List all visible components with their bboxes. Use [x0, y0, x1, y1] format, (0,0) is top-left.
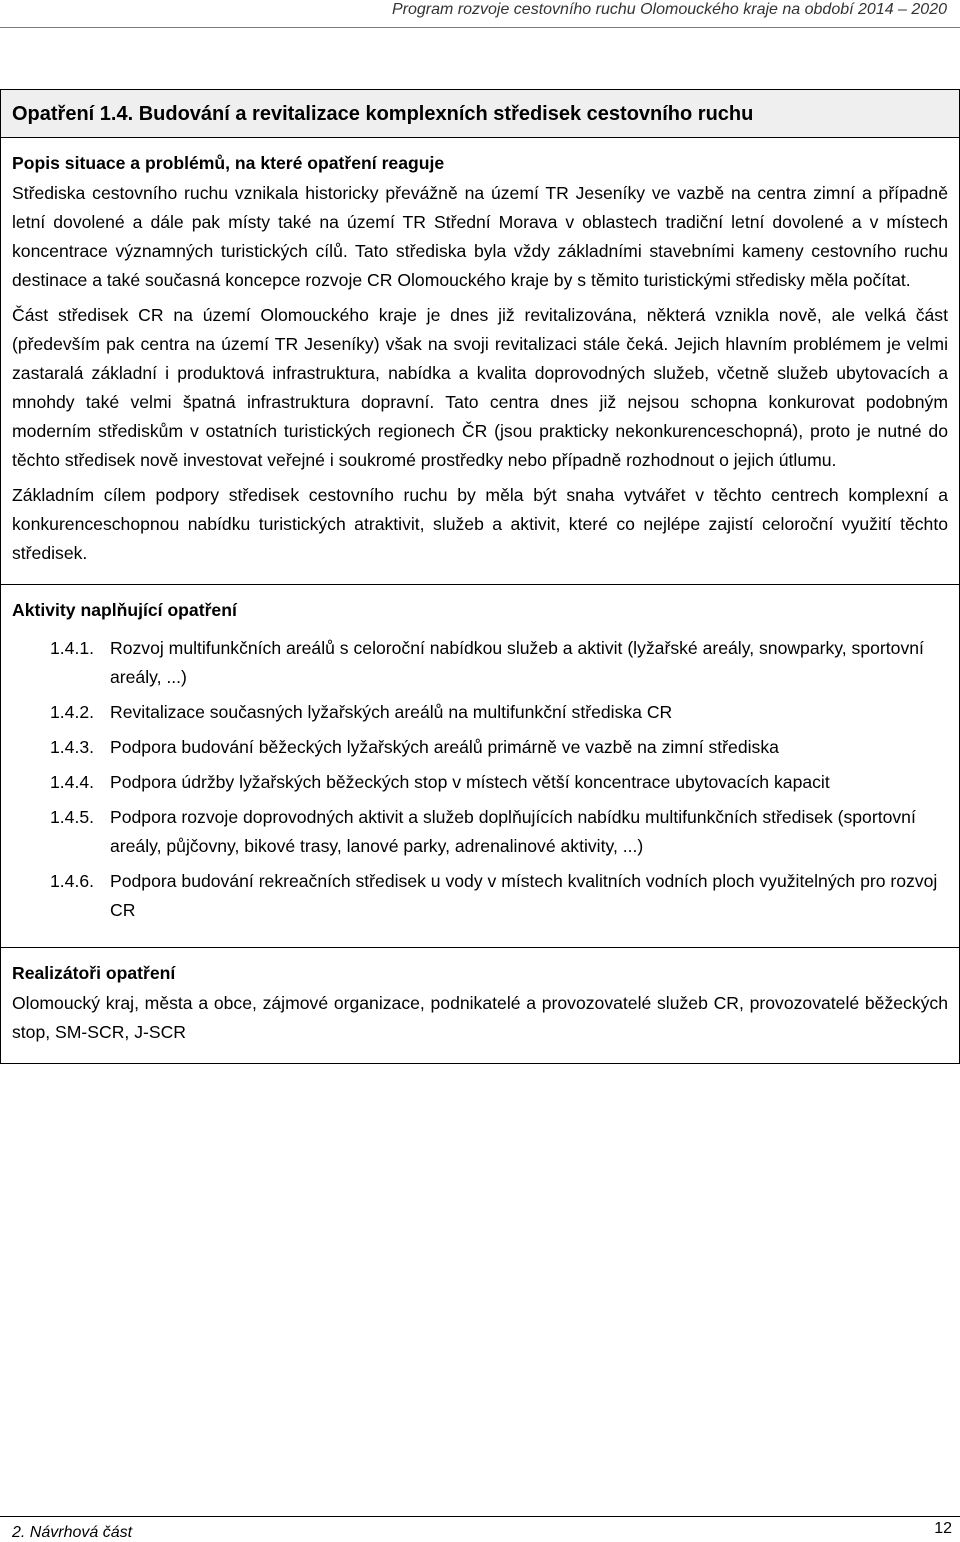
list-item — [12, 867, 948, 925]
situation-paragraph-3: Základním cílem podpory středisek cestovního ruchu by měla být snaha vytvářet v těchto centrech komplexní a konkurenceschopnou nabídku turistických atraktivit, služeb a aktivit, které co nejlépe zajistí celoroční využití těchto středisek. — [12, 485, 948, 563]
header-rule — [0, 27, 960, 28]
activity-text: Revitalizace současných lyžařských areálů na multifunkční střediska CR — [110, 702, 673, 722]
situation-heading: Popis situace a problémů, na které opatření reaguje — [12, 153, 445, 173]
measure-title: Opatření 1.4. Budování a revitalizace komplexních středisek cestovního ruchu — [1, 90, 959, 138]
activity-text: Podpora údržby lyžařských běžeckých stop v místech větší koncentrace ubytovacích kapacit — [110, 772, 830, 792]
situation-paragraph-1: Střediska cestovního ruchu vznikala historicky převážně na území TR Jeseníky ve vazbě na centra zimní a případně letní dovolené a dále pak místy také na území TR Střední Morava v oblastech tradiční letní dovolené a v místech koncentrace významných turistických cílů. Tato střediska byla vždy základními stavebními kameny cestovního ruchu destinace a také současná koncepce rozvoje CR Olomouckého kraje by s těmito turistickými středisky měla počítat. — [12, 183, 948, 290]
activity-number: 1.4.5. — [50, 807, 95, 827]
footer-rule — [0, 1516, 960, 1517]
activity-text: Podpora budování rekreačních středisek u vody v místech kvalitních vodních ploch využitelných pro rozvoj CR — [110, 871, 938, 920]
activity-number: 1.4.1. — [50, 638, 95, 658]
measure-box — [0, 89, 960, 1064]
activities-heading: Aktivity naplňující opatření — [12, 600, 237, 620]
running-header: Program rozvoje cestovního ruchu Olomouckého kraje na období 2014 – 2020 — [391, 1, 947, 18]
situation-section — [1, 138, 959, 585]
activity-text: Podpora budování běžeckých lyžařských areálů primárně ve vazbě na zimní střediska — [110, 737, 779, 757]
footer-chapter: 2. Návrhová část — [12, 1524, 133, 1541]
activity-number: 1.4.4. — [50, 772, 95, 792]
list-item — [12, 733, 948, 762]
activity-number: 1.4.6. — [50, 871, 95, 891]
list-item — [12, 768, 948, 797]
implementers-heading: Realizátoři opatření — [12, 963, 176, 983]
activity-number: 1.4.2. — [50, 702, 95, 722]
page-number: 12 — [934, 1520, 952, 1537]
activity-number: 1.4.3. — [50, 737, 95, 757]
activity-text: Rozvoj multifunkčních areálů s celoroční nabídkou služeb a aktivit (lyžařské areály, snowparky, sportovní areály, ...) — [110, 638, 924, 687]
implementers-section — [1, 948, 959, 1063]
activities-section — [1, 585, 959, 948]
list-item — [12, 634, 948, 692]
activity-list — [12, 634, 948, 925]
list-item — [12, 698, 948, 727]
situation-paragraph-2: Část středisek CR na území Olomouckého kraje je dnes již revitalizována, některá vznikla nově, ale velká část (především pak centra na území TR Jeseníky) však na svoji revitalizaci stále čeká. Jejich hlavním problémem je velmi zastaralá základní i produktová infrastruktura, nabídka a kvalita doprovodných služeb, včetně služeb ubytovacích a mnohdy také velmi špatná infrastruktura dopravní. Tato centra dnes již nejsou schopna konkurovat podobným moderním střediskům v ostatních turistických regionech ČR (jsou prakticky nekonkurenceschopná), proto je nutné do těchto středisek nově investovat veřejné i soukromé prostředky nebo případně rozhodnout o jejich útlumu. — [12, 305, 948, 470]
list-item — [12, 803, 948, 861]
implementers-text: Olomoucký kraj, města a obce, zájmové organizace, podnikatelé a provozovatelé služeb CR, provozovatelé běžeckých stop, SM-SCR, J-SCR — [12, 993, 948, 1042]
activity-text: Podpora rozvoje doprovodných aktivit a služeb doplňujících nabídku multifunkčních středisek (sportovní areály, půjčovny, bikové trasy, lanové parky, adrenalinové aktivity, ...) — [110, 807, 916, 856]
